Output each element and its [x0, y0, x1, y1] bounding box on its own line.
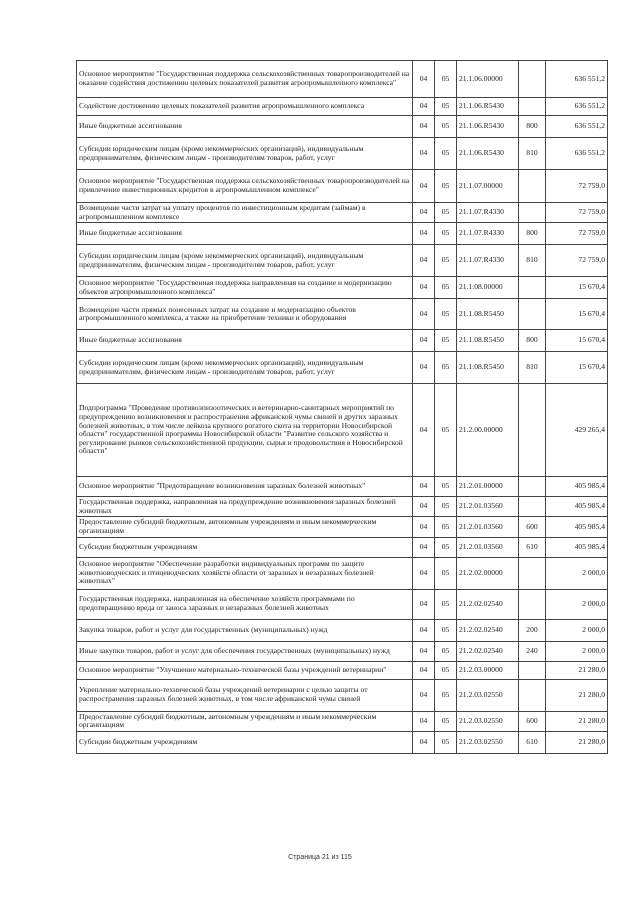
row-name-cell: Основное мероприятие "Обеспечение разработки индивидуальных программ по защите животноводческих и птицеводческих хозяйств области от заразных и незаразных болезней животных" [77, 557, 413, 589]
row-expense-type-cell: 810 [519, 352, 546, 384]
row-section-cell: 04 [413, 679, 435, 711]
row-name-cell: Иные бюджетные ассигнования [77, 116, 413, 138]
row-section-cell: 04 [413, 61, 435, 98]
row-target-code-cell: 21.2.02.02540 [457, 641, 519, 661]
row-section-cell: 04 [413, 299, 435, 330]
row-expense-type-cell [519, 277, 546, 299]
row-amount-cell: 72 759,0 [546, 245, 608, 277]
row-subsection-cell: 05 [435, 711, 457, 731]
row-name-cell: Иные бюджетные ассигнования [77, 330, 413, 352]
row-expense-type-cell: 600 [519, 711, 546, 731]
table-row [77, 116, 608, 138]
row-subsection-cell: 05 [435, 477, 457, 497]
row-expense-type-cell [519, 679, 546, 711]
row-target-code-cell: 21.2.03.02550 [457, 679, 519, 711]
row-expense-type-cell [519, 98, 546, 116]
row-expense-type-cell [519, 170, 546, 203]
table-row [77, 170, 608, 203]
row-expense-type-cell [519, 203, 546, 223]
row-name-cell: Возмещение части прямых понесенных затрат на создание и модернизацию объектов агропромышленного комплекса, а также на приобретение техники и оборудования [77, 299, 413, 330]
row-name-cell: Предоставление субсидий бюджетным, автономным учреждениям и иным некоммерческим организациям [77, 711, 413, 731]
row-amount-cell: 21 280,0 [546, 731, 608, 753]
row-amount-cell: 636 551,2 [546, 98, 608, 116]
table-row [77, 203, 608, 223]
row-subsection-cell: 05 [435, 299, 457, 330]
row-amount-cell: 636 551,2 [546, 116, 608, 138]
row-amount-cell: 15 670,4 [546, 352, 608, 384]
row-name-cell: Укрепление материально-технической базы учреждений ветеринарии с целью защиты от распространения заразных болезней животных, в том числе африканской чумы свиней [77, 679, 413, 711]
row-amount-cell: 636 551,2 [546, 61, 608, 98]
row-expense-type-cell [519, 299, 546, 330]
table-row [77, 277, 608, 299]
table-row [77, 619, 608, 641]
row-section-cell: 04 [413, 330, 435, 352]
row-expense-type-cell: 600 [519, 517, 546, 537]
row-section-cell: 04 [413, 98, 435, 116]
row-name-cell: Иные бюджетные ассигнования [77, 223, 413, 245]
row-amount-cell: 2 000,0 [546, 589, 608, 619]
row-target-code-cell: 21.1.07.R4330 [457, 223, 519, 245]
row-target-code-cell: 21.2.01.03560 [457, 537, 519, 557]
table-row [77, 711, 608, 731]
row-name-cell: Предоставление субсидий бюджетным, автономным учреждениям и иным некоммерческим организациям [77, 517, 413, 537]
row-amount-cell: 15 670,4 [546, 277, 608, 299]
row-name-cell: Основное мероприятие "Улучшение материально-технической базы учреждений ветеринарии" [77, 661, 413, 679]
row-expense-type-cell [519, 497, 546, 517]
row-subsection-cell: 05 [435, 731, 457, 753]
row-expense-type-cell [519, 61, 546, 98]
table-row [77, 537, 608, 557]
row-subsection-cell: 05 [435, 497, 457, 517]
table-row [77, 517, 608, 537]
table-row [77, 477, 608, 497]
row-subsection-cell: 05 [435, 203, 457, 223]
row-target-code-cell: 21.2.02.00000 [457, 557, 519, 589]
row-amount-cell: 21 280,0 [546, 661, 608, 679]
row-target-code-cell: 21.2.01.03560 [457, 497, 519, 517]
table-row [77, 330, 608, 352]
table-row [77, 299, 608, 330]
table-row [77, 384, 608, 477]
row-name-cell: Субсидии бюджетным учреждениям [77, 731, 413, 753]
row-subsection-cell: 05 [435, 352, 457, 384]
row-amount-cell: 405 985,4 [546, 497, 608, 517]
row-amount-cell: 15 670,4 [546, 330, 608, 352]
table-row [77, 497, 608, 517]
row-section-cell: 04 [413, 384, 435, 477]
row-amount-cell: 405 985,4 [546, 537, 608, 557]
row-section-cell: 04 [413, 641, 435, 661]
table-row [77, 589, 608, 619]
row-name-cell: Основное мероприятие "Государственная поддержка направленная на создание и модернизацию объектов агропромышленного комплекса" [77, 277, 413, 299]
row-expense-type-cell: 200 [519, 619, 546, 641]
row-section-cell: 04 [413, 557, 435, 589]
row-target-code-cell: 21.2.03.02550 [457, 711, 519, 731]
row-name-cell: Иные закупки товаров, работ и услуг для обеспечения государственных (муниципальных) нужд [77, 641, 413, 661]
row-name-cell: Субсидии юридическим лицам (кроме некоммерческих организаций), индивидуальным предпринимателям, физическим лицам - производителям товаров, работ, услуг [77, 245, 413, 277]
row-expense-type-cell: 810 [519, 245, 546, 277]
row-subsection-cell: 05 [435, 138, 457, 170]
row-name-cell: Основное мероприятие "Государственная поддержка сельскохозяйственных товаропроизводителей на привлечение инвестиционных кредитов в агропромышленном комплексе" [77, 170, 413, 203]
row-amount-cell: 21 280,0 [546, 679, 608, 711]
row-expense-type-cell: 240 [519, 641, 546, 661]
row-expense-type-cell: 810 [519, 138, 546, 170]
row-section-cell: 04 [413, 477, 435, 497]
row-expense-type-cell: 800 [519, 223, 546, 245]
row-expense-type-cell: 610 [519, 731, 546, 753]
table-row [77, 731, 608, 753]
row-subsection-cell: 05 [435, 619, 457, 641]
row-expense-type-cell: 800 [519, 330, 546, 352]
table-row [77, 661, 608, 679]
row-subsection-cell: 05 [435, 679, 457, 711]
row-amount-cell: 2 000,0 [546, 557, 608, 589]
row-subsection-cell: 05 [435, 557, 457, 589]
row-subsection-cell: 05 [435, 384, 457, 477]
row-subsection-cell: 05 [435, 61, 457, 98]
budget-table-body [77, 61, 608, 754]
row-section-cell: 04 [413, 711, 435, 731]
row-target-code-cell: 21.1.08.R5450 [457, 352, 519, 384]
row-name-cell: Субсидии юридическим лицам (кроме некоммерческих организаций), индивидуальным предпринимателям, физическим лицам - производителям товаров, работ, услуг [77, 352, 413, 384]
row-section-cell: 04 [413, 245, 435, 277]
row-expense-type-cell [519, 589, 546, 619]
row-target-code-cell: 21.1.06.R5430 [457, 138, 519, 170]
row-target-code-cell: 21.2.00.00000 [457, 384, 519, 477]
table-row [77, 61, 608, 98]
row-target-code-cell: 21.1.07.R4330 [457, 245, 519, 277]
row-target-code-cell: 21.1.07.00000 [457, 170, 519, 203]
row-section-cell: 04 [413, 116, 435, 138]
table-row [77, 98, 608, 116]
row-target-code-cell: 21.1.06.R5430 [457, 98, 519, 116]
table-row [77, 138, 608, 170]
row-amount-cell: 21 280,0 [546, 711, 608, 731]
row-subsection-cell: 05 [435, 116, 457, 138]
row-subsection-cell: 05 [435, 98, 457, 116]
row-section-cell: 04 [413, 170, 435, 203]
row-target-code-cell: 21.2.02.02540 [457, 619, 519, 641]
row-name-cell: Субсидии юридическим лицам (кроме некоммерческих организаций), индивидуальным предпринимателям, физическим лицам - производителям товаров, работ, услуг [77, 138, 413, 170]
row-expense-type-cell [519, 661, 546, 679]
row-expense-type-cell: 610 [519, 537, 546, 557]
row-expense-type-cell [519, 557, 546, 589]
row-subsection-cell: 05 [435, 330, 457, 352]
row-target-code-cell: 21.1.08.R5450 [457, 330, 519, 352]
row-section-cell: 04 [413, 203, 435, 223]
row-target-code-cell: 21.2.03.02550 [457, 731, 519, 753]
row-expense-type-cell [519, 477, 546, 497]
row-subsection-cell: 05 [435, 517, 457, 537]
row-section-cell: 04 [413, 731, 435, 753]
row-section-cell: 04 [413, 589, 435, 619]
row-expense-type-cell [519, 384, 546, 477]
row-target-code-cell: 21.2.01.03560 [457, 517, 519, 537]
row-target-code-cell: 21.1.08.R5450 [457, 299, 519, 330]
row-amount-cell: 2 000,0 [546, 619, 608, 641]
row-section-cell: 04 [413, 517, 435, 537]
row-section-cell: 04 [413, 223, 435, 245]
table-row [77, 679, 608, 711]
row-amount-cell: 405 985,4 [546, 477, 608, 497]
row-expense-type-cell: 800 [519, 116, 546, 138]
row-name-cell: Закупка товаров, работ и услуг для государственных (муниципальных) нужд [77, 619, 413, 641]
row-name-cell: Государственная поддержка, направленная на предупреждение возникновения заразных болезней животных [77, 497, 413, 517]
table-row [77, 245, 608, 277]
row-target-code-cell: 21.1.07.R4330 [457, 203, 519, 223]
row-target-code-cell: 21.2.01.00000 [457, 477, 519, 497]
row-name-cell: Государственная поддержка, направленная на обеспечение хозяйств программами по предотвращению вреда от заноса заразных и незаразных болезней животных [77, 589, 413, 619]
row-subsection-cell: 05 [435, 641, 457, 661]
row-subsection-cell: 05 [435, 223, 457, 245]
row-target-code-cell: 21.1.08.00000 [457, 277, 519, 299]
row-name-cell: Основное мероприятие "Государственная поддержка сельскохозяйственных товаропроизводителей на оказание содействия достижению целевых показателей развития агропромышленного комплекса" [77, 61, 413, 98]
row-amount-cell: 72 759,0 [546, 223, 608, 245]
table-row [77, 223, 608, 245]
row-target-code-cell: 21.2.02.02540 [457, 589, 519, 619]
row-subsection-cell: 05 [435, 537, 457, 557]
budget-table [76, 60, 608, 754]
row-section-cell: 04 [413, 138, 435, 170]
row-amount-cell: 72 759,0 [546, 203, 608, 223]
table-row [77, 557, 608, 589]
row-subsection-cell: 05 [435, 245, 457, 277]
row-target-code-cell: 21.1.06.00000 [457, 61, 519, 98]
row-subsection-cell: 05 [435, 661, 457, 679]
table-row [77, 641, 608, 661]
row-section-cell: 04 [413, 619, 435, 641]
row-target-code-cell: 21.1.06.R5430 [457, 116, 519, 138]
table-row [77, 352, 608, 384]
row-amount-cell: 429 265,4 [546, 384, 608, 477]
row-section-cell: 04 [413, 497, 435, 517]
row-name-cell: Подпрограмма "Проведение противоэпизоотических и ветеринарно-санитарных мероприятий по предупреждению возникновения и распространения африканской чумы свиней и других заразных болезней животных, в том числе лейкоза крупного рогатого скота на территории Новосибирской области" государственной программы Новосибирской области "Развитие сельского хозяйства и регулирование рынков сельскохозяйственной продукции, сырья и продовольствия в Новосибирской области" [77, 384, 413, 477]
row-section-cell: 04 [413, 661, 435, 679]
row-amount-cell: 15 670,4 [546, 299, 608, 330]
row-amount-cell: 2 000,0 [546, 641, 608, 661]
row-subsection-cell: 05 [435, 170, 457, 203]
row-subsection-cell: 05 [435, 589, 457, 619]
row-name-cell: Возмещение части затрат на уплату процентов по инвестиционным кредитам (займам) в агропромышленном комплексе [77, 203, 413, 223]
page-footer: Страница 21 из 115 [288, 854, 352, 861]
row-name-cell: Содействие достижению целевых показателей развития агропромышленного комплекса [77, 98, 413, 116]
row-amount-cell: 636 551,2 [546, 138, 608, 170]
row-amount-cell: 405 985,4 [546, 517, 608, 537]
row-section-cell: 04 [413, 352, 435, 384]
row-section-cell: 04 [413, 277, 435, 299]
row-name-cell: Основное мероприятие "Предотвращение возникновения заразных болезней животных" [77, 477, 413, 497]
row-subsection-cell: 05 [435, 277, 457, 299]
row-amount-cell: 72 759,0 [546, 170, 608, 203]
row-section-cell: 04 [413, 537, 435, 557]
row-name-cell: Субсидии бюджетным учреждениям [77, 537, 413, 557]
row-target-code-cell: 21.2.03.00000 [457, 661, 519, 679]
